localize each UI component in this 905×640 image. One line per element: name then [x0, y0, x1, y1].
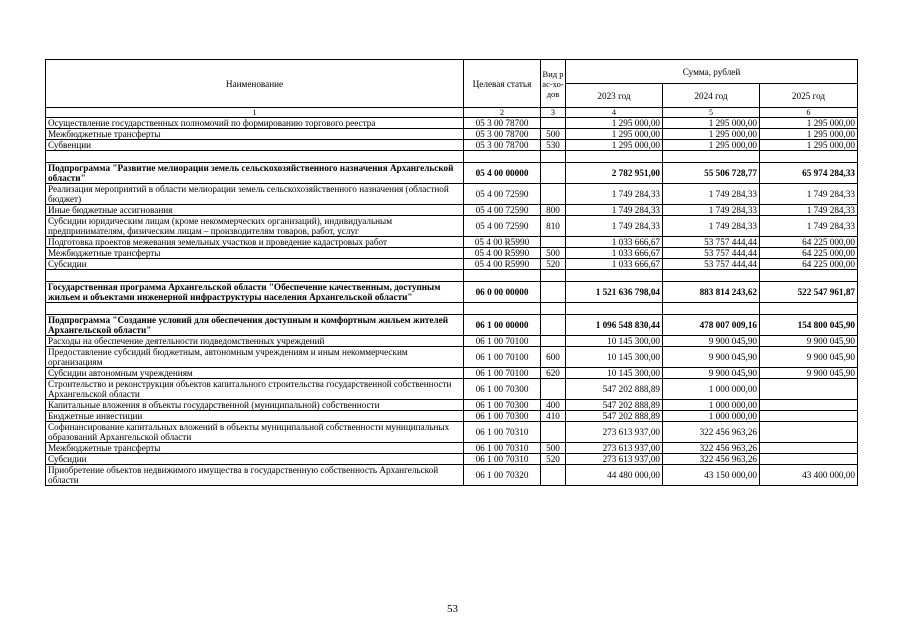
sum-2025-cell [760, 379, 858, 400]
sum-2023-cell: 273 613 937,00 [566, 443, 663, 454]
row-name-cell: Строительство и реконструкция объектов капитального строительства государственной собственности Архангельской области [46, 379, 464, 400]
row-name-cell: Иные бюджетные ассигнования [46, 205, 464, 216]
table-row [46, 184, 858, 205]
expense-type-cell: 400 [541, 400, 566, 411]
sum-2024-cell: 9 900 045,90 [663, 347, 760, 368]
row-name-cell: Капитальные вложения в объекты государственной (муниципальной) собственности [46, 400, 464, 411]
table-row [46, 454, 858, 465]
sum-2023-cell: 2 782 951,00 [566, 163, 663, 184]
target-article-cell: 06 1 00 70300 [464, 400, 541, 411]
empty-cell [46, 303, 464, 315]
empty-cell [464, 303, 541, 315]
target-article-cell: 06 1 00 00000 [464, 315, 541, 336]
sum-2024-cell: 322 456 963,26 [663, 454, 760, 465]
sum-2023-cell: 547 202 888,89 [566, 411, 663, 422]
sum-2024-cell: 322 456 963,26 [663, 422, 760, 443]
row-name-cell: Бюджетные инвестиции [46, 411, 464, 422]
target-article-cell: 06 1 00 70310 [464, 422, 541, 443]
sum-2024-cell: 1 295 000,00 [663, 140, 760, 151]
row-name-cell: Подпрограмма "Создание условий для обеспечения доступным и комфортным жильем жителей Архангельской области" [46, 315, 464, 336]
column-number: 2 [464, 108, 541, 118]
row-name-cell: Межбюджетные трансферты [46, 248, 464, 259]
header-year-2025: 2025 год [760, 84, 858, 108]
expense-type-cell: 600 [541, 347, 566, 368]
sum-2025-cell [760, 443, 858, 454]
row-name-cell: Субсидии юридическим лицам (кроме некоммерческих организаций), индивидуальным предпринимателям, физическим лицам – производителям товаров, работ, услуг [46, 216, 464, 237]
header-article: Целевая статья [464, 60, 541, 108]
row-name-cell: Межбюджетные трансферты [46, 443, 464, 454]
empty-cell [464, 270, 541, 282]
expense-type-cell: 520 [541, 454, 566, 465]
sum-2024-cell: 322 456 963,26 [663, 443, 760, 454]
expense-type-cell [541, 237, 566, 248]
sum-2025-cell: 1 749 284,33 [760, 205, 858, 216]
row-name-cell: Софинансирование капитальных вложений в объекты муниципальной собственности муниципальных образований Архангельской области [46, 422, 464, 443]
sum-2023-cell: 1 033 666,67 [566, 259, 663, 270]
table-row [46, 248, 858, 259]
sum-2024-cell: 883 814 243,62 [663, 282, 760, 303]
sum-2024-cell: 1 749 284,33 [663, 205, 760, 216]
expense-type-cell [541, 315, 566, 336]
row-name-cell: Приобретение объектов недвижимого имущества в государственную собственность Архангельской области [46, 465, 464, 486]
expense-type-cell: 520 [541, 259, 566, 270]
sum-2023-cell: 1 749 284,33 [566, 216, 663, 237]
program-row [46, 282, 858, 303]
table-row [46, 336, 858, 347]
sum-2024-cell: 1 000 000,00 [663, 400, 760, 411]
table-row [46, 118, 858, 129]
target-article-cell: 06 1 00 70100 [464, 336, 541, 347]
table-row [46, 465, 858, 486]
row-name-cell: Субсидии автономным учреждениям [46, 368, 464, 379]
empty-cell [566, 151, 663, 163]
sum-2025-cell: 9 900 045,90 [760, 368, 858, 379]
program-row [46, 163, 858, 184]
row-name-cell: Реализация мероприятий в области мелиорации земель сельскохозяйственного назначения (областной бюджет) [46, 184, 464, 205]
sum-2025-cell: 1 295 000,00 [760, 140, 858, 151]
expense-type-cell [541, 163, 566, 184]
row-name-cell: Межбюджетные трансферты [46, 129, 464, 140]
header-expense-type: Вид рас-хо-дов [541, 60, 566, 108]
row-name-cell: Осуществление государственных полномочий по формированию торгового реестра [46, 118, 464, 129]
budget-table [45, 59, 858, 486]
header-year-2024: 2024 год [663, 84, 760, 108]
row-name-cell: Подпрограмма "Развитие мелиорации земель сельскохозяйственного назначения Архангельской области" [46, 163, 464, 184]
expense-type-cell [541, 118, 566, 129]
sum-2023-cell: 547 202 888,89 [566, 400, 663, 411]
sum-2023-cell: 1 295 000,00 [566, 129, 663, 140]
expense-type-cell: 410 [541, 411, 566, 422]
empty-cell [760, 151, 858, 163]
sum-2024-cell: 478 007 009,16 [663, 315, 760, 336]
empty-cell [464, 151, 541, 163]
sum-2023-cell: 1 033 666,67 [566, 248, 663, 259]
target-article-cell: 05 4 00 R5990 [464, 248, 541, 259]
spacer-row [46, 270, 858, 282]
column-number: 4 [566, 108, 663, 118]
sum-2025-cell: 1 295 000,00 [760, 129, 858, 140]
target-article-cell: 05 3 00 78700 [464, 140, 541, 151]
column-number: 5 [663, 108, 760, 118]
expense-type-cell [541, 422, 566, 443]
sum-2025-cell [760, 400, 858, 411]
table-row [46, 205, 858, 216]
sum-2025-cell: 1 295 000,00 [760, 118, 858, 129]
sum-2025-cell: 9 900 045,90 [760, 347, 858, 368]
sum-2023-cell: 1 749 284,33 [566, 205, 663, 216]
target-article-cell: 05 4 00 00000 [464, 163, 541, 184]
empty-cell [663, 151, 760, 163]
expense-type-cell: 620 [541, 368, 566, 379]
table-row [46, 129, 858, 140]
sum-2024-cell: 1 295 000,00 [663, 118, 760, 129]
expense-type-cell: 530 [541, 140, 566, 151]
sum-2025-cell [760, 411, 858, 422]
target-article-cell: 05 4 00 R5990 [464, 237, 541, 248]
table-row [46, 216, 858, 237]
expense-type-cell [541, 379, 566, 400]
empty-cell [46, 270, 464, 282]
empty-cell [760, 303, 858, 315]
table-row [46, 400, 858, 411]
empty-cell [663, 303, 760, 315]
empty-cell [663, 270, 760, 282]
empty-cell [541, 270, 566, 282]
expense-type-cell: 810 [541, 216, 566, 237]
target-article-cell: 06 1 00 70310 [464, 443, 541, 454]
sum-2025-cell: 64 225 000,00 [760, 259, 858, 270]
sum-2024-cell: 1 749 284,33 [663, 216, 760, 237]
sum-2024-cell: 1 295 000,00 [663, 129, 760, 140]
empty-cell [46, 151, 464, 163]
table-row [46, 140, 858, 151]
empty-cell [541, 151, 566, 163]
empty-cell [760, 270, 858, 282]
target-article-cell: 05 4 00 72590 [464, 205, 541, 216]
spacer-row [46, 303, 858, 315]
target-article-cell: 06 1 00 70310 [464, 454, 541, 465]
empty-cell [566, 303, 663, 315]
sum-2025-cell [760, 454, 858, 465]
sum-2024-cell: 53 757 444,44 [663, 248, 760, 259]
sum-2023-cell: 1 033 666,67 [566, 237, 663, 248]
sum-2023-cell: 1 749 284,33 [566, 184, 663, 205]
table-row [46, 347, 858, 368]
target-article-cell: 05 3 00 78700 [464, 129, 541, 140]
empty-cell [566, 270, 663, 282]
column-numbers-row [46, 108, 858, 118]
sum-2023-cell: 1 521 636 798,04 [566, 282, 663, 303]
sum-2025-cell: 9 900 045,90 [760, 336, 858, 347]
row-name-cell: Расходы на обеспечение деятельности подведомственных учреждений [46, 336, 464, 347]
sum-2025-cell: 43 400 000,00 [760, 465, 858, 486]
sum-2025-cell: 154 800 045,90 [760, 315, 858, 336]
target-article-cell: 05 4 00 R5990 [464, 259, 541, 270]
table-row [46, 368, 858, 379]
sum-2025-cell: 64 225 000,00 [760, 237, 858, 248]
target-article-cell: 06 1 00 70300 [464, 411, 541, 422]
sum-2024-cell: 43 150 000,00 [663, 465, 760, 486]
sum-2025-cell: 1 749 284,33 [760, 216, 858, 237]
sum-2023-cell: 10 145 300,00 [566, 347, 663, 368]
table-row [46, 259, 858, 270]
sum-2025-cell: 64 225 000,00 [760, 248, 858, 259]
target-article-cell: 05 4 00 72590 [464, 184, 541, 205]
target-article-cell: 06 1 00 70300 [464, 379, 541, 400]
sum-2025-cell: 1 749 284,33 [760, 184, 858, 205]
sum-2024-cell: 9 900 045,90 [663, 368, 760, 379]
empty-cell [541, 303, 566, 315]
table-row [46, 422, 858, 443]
table-row [46, 379, 858, 400]
sum-2024-cell: 53 757 444,44 [663, 237, 760, 248]
sum-2024-cell: 1 000 000,00 [663, 411, 760, 422]
row-name-cell: Субвенции [46, 140, 464, 151]
target-article-cell: 06 1 00 70100 [464, 347, 541, 368]
sum-2024-cell: 9 900 045,90 [663, 336, 760, 347]
expense-type-cell: 800 [541, 205, 566, 216]
column-number: 3 [541, 108, 566, 118]
expense-type-cell [541, 184, 566, 205]
sum-2024-cell: 1 749 284,33 [663, 184, 760, 205]
table-row [46, 443, 858, 454]
table-header [46, 60, 858, 118]
header-year-2023: 2023 год [566, 84, 663, 108]
row-name-cell: Субсидии [46, 259, 464, 270]
expense-type-cell [541, 336, 566, 347]
expense-type-cell: 500 [541, 248, 566, 259]
target-article-cell: 06 1 00 70320 [464, 465, 541, 486]
target-article-cell: 06 1 00 70100 [464, 368, 541, 379]
table-body [46, 118, 858, 486]
sum-2024-cell: 53 757 444,44 [663, 259, 760, 270]
header-sum: Сумма, рублей [566, 60, 858, 84]
expense-type-cell: 500 [541, 443, 566, 454]
page-number: 53 [447, 603, 458, 615]
sum-2024-cell: 55 506 728,77 [663, 163, 760, 184]
column-number: 6 [760, 108, 858, 118]
sum-2023-cell: 1 295 000,00 [566, 140, 663, 151]
expense-type-cell: 500 [541, 129, 566, 140]
sum-2025-cell [760, 422, 858, 443]
header-name: Наименование [46, 60, 464, 108]
table-row [46, 411, 858, 422]
table-row [46, 237, 858, 248]
target-article-cell: 05 3 00 78700 [464, 118, 541, 129]
expense-type-cell [541, 282, 566, 303]
sum-2023-cell: 547 202 888,89 [566, 379, 663, 400]
row-name-cell: Государственная программа Архангельской области "Обеспечение качественным, доступным жильем и объектами инженерной инфраструктуры населения Архангельской области" [46, 282, 464, 303]
sum-2023-cell: 44 480 000,00 [566, 465, 663, 486]
row-name-cell: Предоставление субсидий бюджетным, автономным учреждениям и иным некоммерческим организациям [46, 347, 464, 368]
sum-2023-cell: 1 096 548 830,44 [566, 315, 663, 336]
column-number: 1 [46, 108, 464, 118]
program-row [46, 315, 858, 336]
sum-2025-cell: 65 974 284,33 [760, 163, 858, 184]
sum-2023-cell: 273 613 937,00 [566, 422, 663, 443]
row-name-cell: Субсидии [46, 454, 464, 465]
spacer-row [46, 151, 858, 163]
sum-2023-cell: 273 613 937,00 [566, 454, 663, 465]
sum-2023-cell: 10 145 300,00 [566, 368, 663, 379]
sum-2024-cell: 1 000 000,00 [663, 379, 760, 400]
target-article-cell: 06 0 00 00000 [464, 282, 541, 303]
row-name-cell: Подготовка проектов межевания земельных участков и проведение кадастровых работ [46, 237, 464, 248]
sum-2025-cell: 522 547 961,87 [760, 282, 858, 303]
sum-2023-cell: 1 295 000,00 [566, 118, 663, 129]
target-article-cell: 05 4 00 72590 [464, 216, 541, 237]
expense-type-cell [541, 465, 566, 486]
sum-2023-cell: 10 145 300,00 [566, 336, 663, 347]
